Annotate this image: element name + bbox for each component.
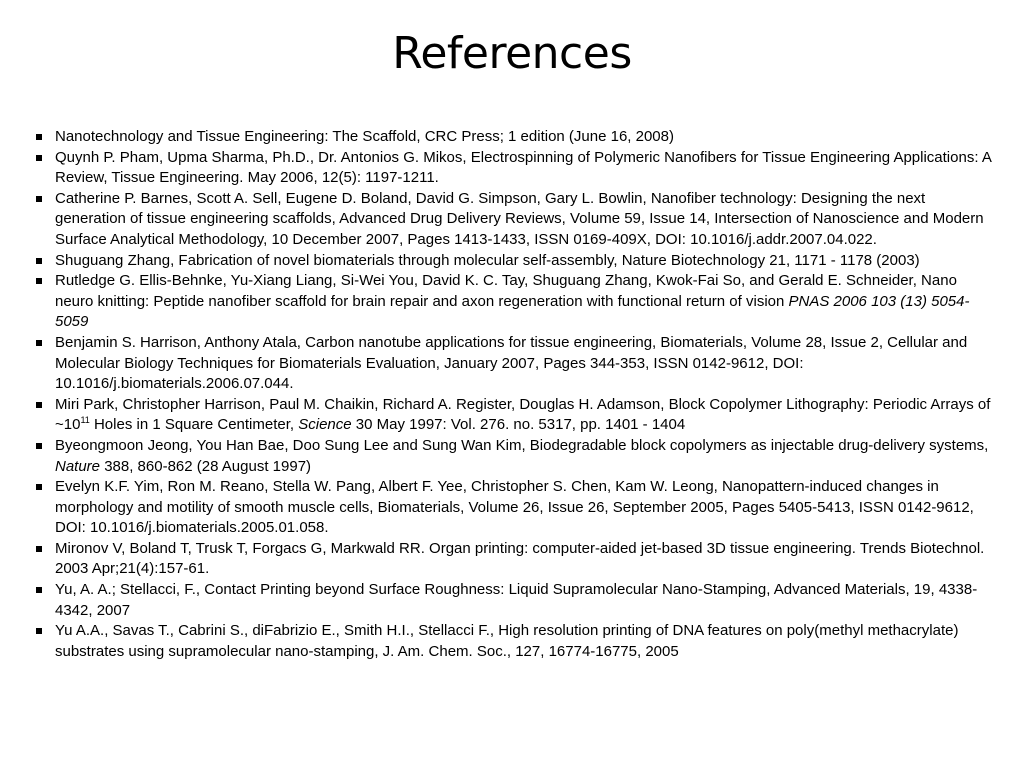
references-list xyxy=(36,127,998,662)
reference-item xyxy=(36,436,998,477)
square-bullet-icon xyxy=(36,258,42,264)
reference-text: Quynh P. Pham, Upma Sharma, Ph.D., Dr. Antonios G. Mikos, Electrospinning of Polymeric Nanofibers for Tissue Engineering Applications: A Review, Tissue Engineering. May 2006, 12(5): 1197-1211. xyxy=(55,148,992,187)
reference-item xyxy=(36,580,998,621)
reference-journal: PNAS 2006 103 (13) 5054-5059 xyxy=(55,292,970,331)
square-bullet-icon xyxy=(36,443,42,449)
square-bullet-icon xyxy=(36,402,42,408)
square-bullet-icon xyxy=(36,340,42,346)
square-bullet-icon xyxy=(36,155,42,161)
reference-item xyxy=(36,148,998,189)
reference-superscript: 11 xyxy=(80,415,90,426)
reference-item xyxy=(36,477,998,539)
reference-text-end: 388, 860-862 (28 August 1997) xyxy=(100,457,312,475)
reference-item xyxy=(36,251,998,272)
reference-item xyxy=(36,271,998,333)
square-bullet-icon xyxy=(36,628,42,634)
reference-item xyxy=(36,127,998,148)
reference-text-end: 30 May 1997: Vol. 276. no. 5317, pp. 1401 - 1404 xyxy=(351,416,686,434)
square-bullet-icon xyxy=(36,546,42,552)
reference-text: Benjamin S. Harrison, Anthony Atala, Carbon nanotube applications for tissue engineering, Biomaterials, Volume 28, Issue 2, Cellular and Molecular Biology Techniques for Biomaterials Evaluation, January 2007, Pages 344-353, ISSN 0142-9612, DOI: 10.1016/j.biomaterials.2006.07.044. xyxy=(55,333,968,393)
reference-item xyxy=(36,395,998,436)
reference-text: Evelyn K.F. Yim, Ron M. Reano, Stella W. Pang, Albert F. Yee, Christopher S. Chen, Kam W. Leong, Nanopattern-induced changes in morphology and motility of smooth muscle cells, Biomaterials, Volume 26, Issue 26, September 2005, Pages 5405-5413, ISSN 0142-9612, DOI: 10.1016/j.biomaterials.2005.01.058. xyxy=(55,478,974,537)
square-bullet-icon xyxy=(36,134,42,140)
reference-text: Nanotechnology and Tissue Engineering: The Scaffold, CRC Press; 1 edition (June 16, 2008) xyxy=(55,128,674,145)
square-bullet-icon xyxy=(36,587,42,593)
reference-item xyxy=(36,621,998,662)
page-title: References xyxy=(392,28,632,79)
reference-text: Rutledge G. Ellis-Behnke, Yu-Xiang Liang, Si-Wei You, David K. C. Tay, Shuguang Zhang, Kwok-Fai So, and Gerald E. Schneider, Nano neuro knitting: Peptide nanofiber scaffold for brain repair and axon regeneration with functional return of vision xyxy=(55,272,957,310)
reference-item xyxy=(36,333,998,395)
square-bullet-icon xyxy=(36,484,42,490)
reference-item xyxy=(36,189,998,251)
reference-journal: Science xyxy=(298,416,352,434)
reference-journal: Nature xyxy=(55,457,101,475)
square-bullet-icon xyxy=(36,196,42,202)
reference-text-continued: Holes in 1 Square Centimeter, xyxy=(89,416,299,434)
reference-text: Catherine P. Barnes, Scott A. Sell, Eugene D. Boland, David G. Simpson, Gary L. Bowlin, Nanofiber technology: Designing the next generation of tissue engineering scaffolds, Advanced Drug Delivery Reviews, Volume 59, Issue 14, Intersection of Nanoscience and Modern Surface Analytical Methodology, 10 December 2007, Pages 1413-1433, ISSN 0169-409X, DOI: 10.1016/j.addr.2007.04.022. xyxy=(55,189,984,248)
reference-text: Yu A.A., Savas T., Cabrini S., diFabrizio E., Smith H.I., Stellacci F., High resolution printing of DNA features on poly(methyl methacrylate) substrates using supramolecular nano-stamping, J. Am. Chem. Soc., 127, 16774-16775, 2005 xyxy=(55,622,959,660)
reference-text: Miri Park, Christopher Harrison, Paul M. Chaikin, Richard A. Register, Douglas H. Adamson, Block Copolymer Lithography: Periodic Arrays of ~10 xyxy=(55,395,991,434)
reference-text: Yu, A. A.; Stellacci, F., Contact Printing beyond Surface Roughness: Liquid Supramolecular Nano-Stamping, Advanced Materials, 19, 4338-4342, 2007 xyxy=(55,581,978,619)
reference-text: Shuguang Zhang, Fabrication of novel biomaterials through molecular self-assembly, Nature Biotechnology 21, 1171 - 1178 (2003) xyxy=(55,251,920,269)
reference-item xyxy=(36,539,998,580)
reference-text: Mironov V, Boland T, Trusk T, Forgacs G, Markwald RR. Organ printing: computer-aided jet-based 3D tissue engineering. Trends Biotechnol. 2003 Apr;21(4):157-61. xyxy=(55,539,985,578)
reference-text: Byeongmoon Jeong, You Han Bae, Doo Sung Lee and Sung Wan Kim, Biodegradable block copolymers as injectable drug-delivery systems, xyxy=(55,436,989,454)
square-bullet-icon xyxy=(36,278,42,284)
